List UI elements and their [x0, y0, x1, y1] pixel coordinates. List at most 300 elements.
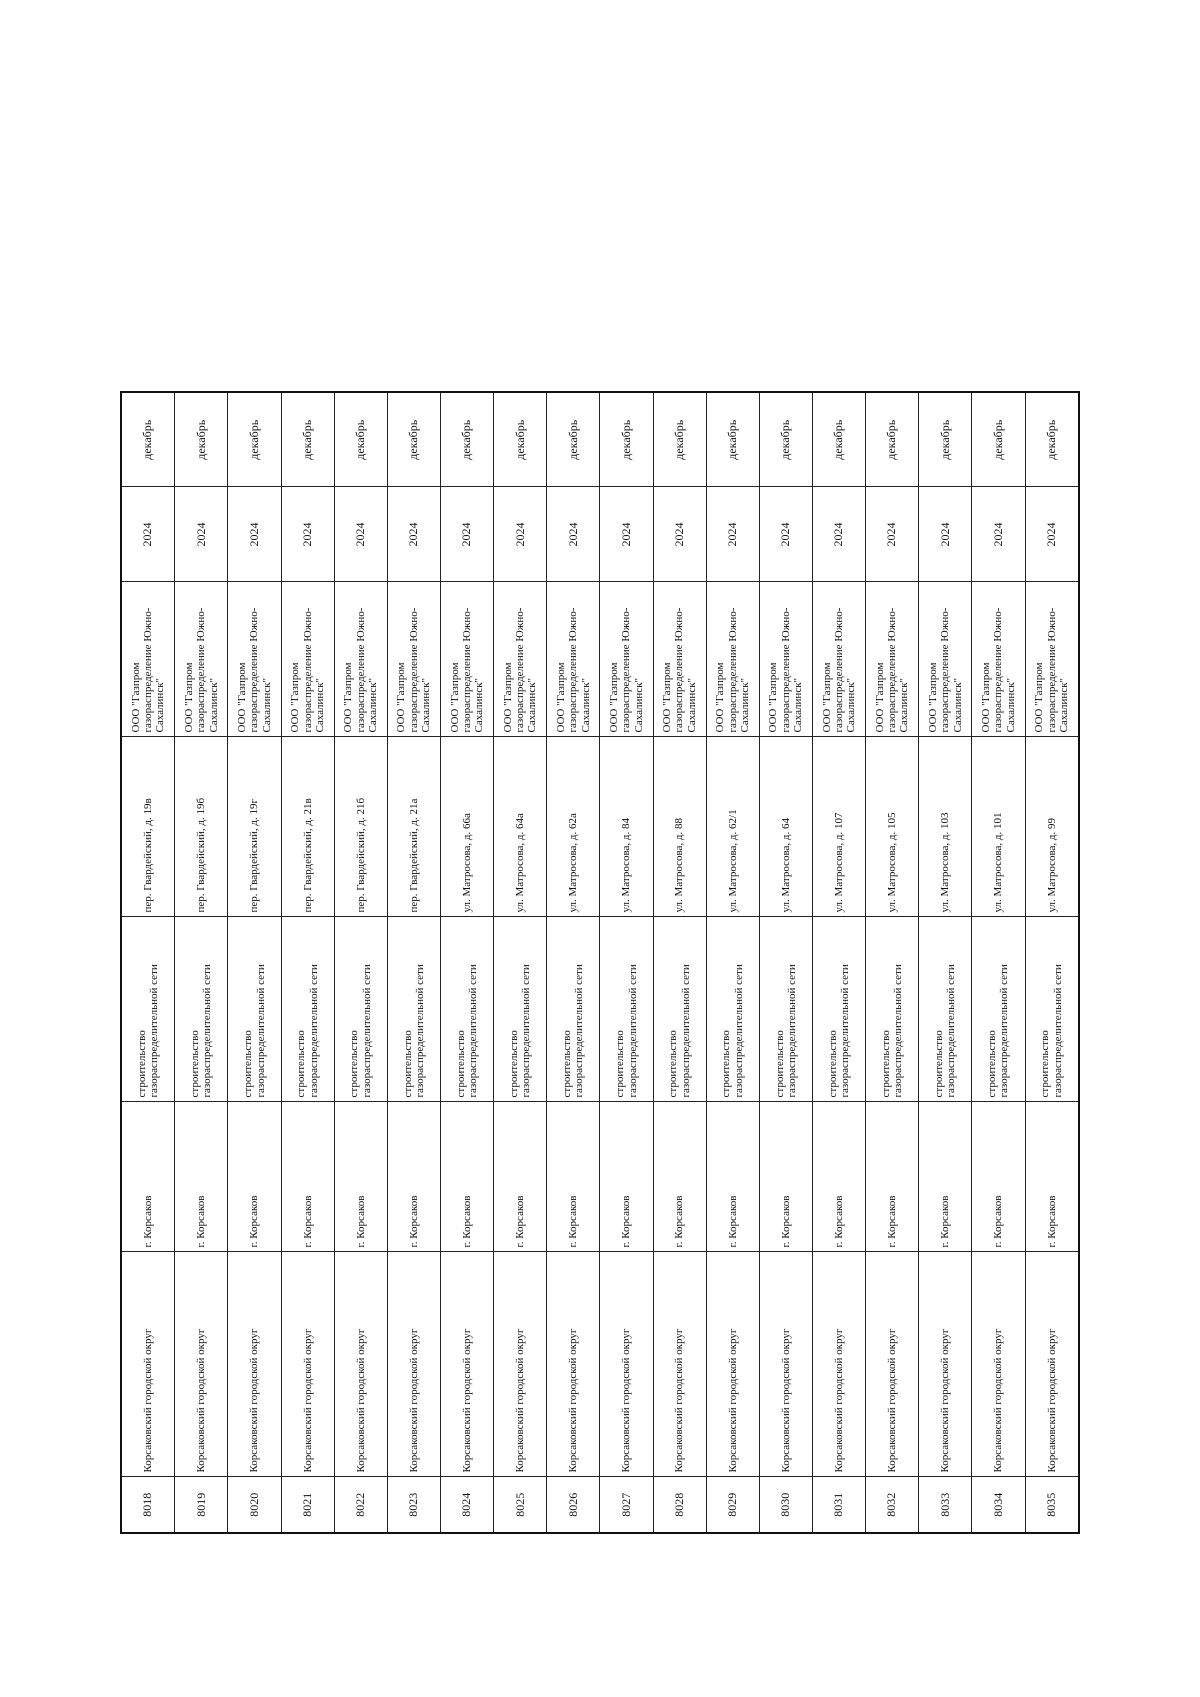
work-type-text: строительство	[879, 1030, 892, 1098]
city-text: г. Корсаков	[1045, 1195, 1058, 1248]
row-number-cell	[494, 1477, 547, 1533]
row-number-cell	[387, 1477, 440, 1533]
month-text: декабрь	[725, 419, 740, 460]
address-cell	[866, 737, 919, 917]
work-type-cell	[334, 917, 387, 1102]
district-text: Корсаковский городской округ	[567, 1328, 580, 1473]
city-cell	[494, 1102, 547, 1252]
row-number-text: 8019	[193, 1492, 208, 1517]
row-number-text: 8031	[831, 1492, 846, 1517]
address-text: ул. Матросова, д. 84	[620, 817, 633, 913]
work-type-text: газораспределительной сети	[732, 964, 745, 1098]
district-cell	[706, 1252, 759, 1477]
row-number-cell	[919, 1477, 972, 1533]
city-text: г. Корсаков	[407, 1195, 420, 1248]
table-row	[759, 392, 812, 1533]
month-text: декабрь	[565, 419, 580, 460]
work-type-cell	[919, 917, 972, 1102]
address-cell	[441, 737, 494, 917]
month-text: декабрь	[778, 419, 793, 460]
month-cell	[813, 392, 866, 487]
table-row	[972, 392, 1025, 1533]
organization-text: газораспределение Южно-	[939, 607, 952, 733]
work-type-text: газораспределительной сети	[785, 964, 798, 1098]
address-cell	[494, 737, 547, 917]
city-cell	[759, 1102, 812, 1252]
organization-text: ООО "Газпром	[448, 662, 461, 733]
table-row	[334, 392, 387, 1533]
year-text: 2024	[1044, 522, 1059, 547]
row-number-text: 8035	[1044, 1492, 1059, 1517]
row-number-text: 8021	[299, 1492, 314, 1517]
rotated-table-wrapper	[120, 393, 1080, 1534]
city-cell	[121, 1102, 175, 1252]
year-text: 2024	[406, 522, 421, 547]
organization-text: ООО "Газпром	[501, 662, 514, 733]
work-type-text: строительство	[454, 1030, 467, 1098]
year-cell	[600, 487, 653, 582]
row-number-cell	[653, 1477, 706, 1533]
organization-text: газораспределение Южно-	[354, 607, 367, 733]
row-number-text: 8026	[565, 1492, 580, 1517]
organization-text: газораспределение Южно-	[673, 607, 686, 733]
organization-text: Сахалинск"	[685, 677, 698, 733]
year-cell	[494, 487, 547, 582]
city-text: г. Корсаков	[301, 1195, 314, 1248]
organization-text: ООО "Газпром	[661, 662, 674, 733]
organization-text: ООО "Газпром	[289, 662, 302, 733]
organization-text: газораспределение Южно-	[832, 607, 845, 733]
work-type-text: газораспределительной сети	[626, 964, 639, 1098]
address-cell	[759, 737, 812, 917]
address-cell	[1025, 737, 1079, 917]
year-text: 2024	[725, 522, 740, 547]
row-number-text: 8030	[778, 1492, 793, 1517]
year-text: 2024	[353, 522, 368, 547]
organization-text: газораспределение Южно-	[195, 607, 208, 733]
organization-text: ООО "Газпром	[820, 662, 833, 733]
work-type-cell	[281, 917, 334, 1102]
month-text: декабрь	[140, 419, 155, 460]
address-text: ул. Матросова, д. 105	[886, 812, 899, 913]
address-text: ул. Матросова, д. 64а	[514, 813, 527, 913]
organization-text: газораспределение Южно-	[248, 607, 261, 733]
district-cell	[813, 1252, 866, 1477]
year-cell	[334, 487, 387, 582]
district-cell	[600, 1252, 653, 1477]
address-text: пер. Гвардейский, д. 19г	[248, 799, 261, 913]
month-cell	[972, 392, 1025, 487]
row-number-text: 8033	[937, 1492, 952, 1517]
year-cell	[653, 487, 706, 582]
city-text: г. Корсаков	[673, 1195, 686, 1248]
work-type-text: строительство	[667, 1030, 680, 1098]
address-cell	[334, 737, 387, 917]
address-text: ул. Матросова, д. 99	[1045, 817, 1058, 913]
year-text: 2024	[140, 522, 155, 547]
month-text: декабрь	[937, 419, 952, 460]
month-cell	[334, 392, 387, 487]
work-type-cell	[813, 917, 866, 1102]
organization-cell	[759, 582, 812, 737]
city-text: г. Корсаков	[832, 1195, 845, 1248]
address-text: ул. Матросова, д. 88	[673, 817, 686, 913]
organization-text: ООО "Газпром	[342, 662, 355, 733]
address-text: ул. Матросова, д. 66а	[460, 813, 473, 913]
city-text: г. Корсаков	[620, 1195, 633, 1248]
organization-text: Сахалинск"	[473, 677, 486, 733]
work-type-text: строительство	[720, 1030, 733, 1098]
district-text: Корсаковский городской округ	[248, 1328, 261, 1473]
city-text: г. Корсаков	[992, 1195, 1005, 1248]
organization-cell	[387, 582, 440, 737]
work-type-cell	[494, 917, 547, 1102]
address-text: пер. Гвардейский, д. 19в	[142, 798, 154, 913]
city-text: г. Корсаков	[567, 1195, 580, 1248]
work-type-text: строительство	[242, 1030, 255, 1098]
work-type-text: газораспределительной сети	[998, 964, 1011, 1098]
year-cell	[387, 487, 440, 582]
month-text: декабрь	[831, 419, 846, 460]
year-cell	[1025, 487, 1079, 582]
table-row	[494, 392, 547, 1533]
organization-cell	[121, 582, 175, 737]
district-cell	[866, 1252, 919, 1477]
organization-text: ООО "Газпром	[714, 662, 727, 733]
month-text: декабрь	[884, 419, 899, 460]
organization-cell	[175, 582, 228, 737]
work-type-text: строительство	[826, 1030, 839, 1098]
address-cell	[387, 737, 440, 917]
month-text: декабрь	[1044, 419, 1059, 460]
work-type-text: строительство	[614, 1030, 627, 1098]
city-text: г. Корсаков	[142, 1195, 154, 1248]
year-text: 2024	[884, 522, 899, 547]
address-text: пер. Гвардейский, д. 21в	[301, 798, 314, 913]
month-text: декабрь	[406, 419, 421, 460]
work-type-text: газораспределительной сети	[1051, 964, 1064, 1098]
month-text: декабрь	[990, 419, 1005, 460]
work-type-cell	[1025, 917, 1079, 1102]
row-number-cell	[334, 1477, 387, 1533]
city-cell	[1025, 1102, 1079, 1252]
organization-text: ООО "Газпром	[554, 662, 567, 733]
organization-text: Сахалинск"	[579, 677, 592, 733]
organization-text: газораспределение Южно-	[407, 607, 420, 733]
table-row	[281, 392, 334, 1533]
table-row	[919, 392, 972, 1533]
year-text: 2024	[193, 522, 208, 547]
district-text: Корсаковский городской округ	[407, 1328, 420, 1473]
organization-text: газораспределение Южно-	[779, 607, 792, 733]
year-cell	[706, 487, 759, 582]
work-type-text: газораспределительной сети	[892, 964, 905, 1098]
city-cell	[919, 1102, 972, 1252]
table-row	[228, 392, 281, 1533]
city-text: г. Корсаков	[354, 1195, 367, 1248]
organization-cell	[866, 582, 919, 737]
work-type-cell	[228, 917, 281, 1102]
organization-cell	[600, 582, 653, 737]
year-cell	[759, 487, 812, 582]
district-text: Корсаковский городской округ	[301, 1328, 314, 1473]
year-cell	[175, 487, 228, 582]
work-type-text: строительство	[401, 1030, 414, 1098]
year-cell	[972, 487, 1025, 582]
district-text: Корсаковский городской округ	[726, 1328, 739, 1473]
work-type-text: газораспределительной сети	[201, 964, 214, 1098]
work-type-cell	[387, 917, 440, 1102]
year-text: 2024	[618, 522, 633, 547]
row-number-cell	[972, 1477, 1025, 1533]
work-type-text: газораспределительной сети	[945, 964, 958, 1098]
organization-text: Сахалинск"	[420, 677, 433, 733]
organization-text: газораспределение Южно-	[886, 607, 899, 733]
district-cell	[121, 1252, 175, 1477]
month-text: декабрь	[193, 419, 208, 460]
year-cell	[441, 487, 494, 582]
month-text: декабрь	[512, 419, 527, 460]
district-text: Корсаковский городской округ	[673, 1328, 686, 1473]
work-type-text: газораспределительной сети	[679, 964, 692, 1098]
address-cell	[972, 737, 1025, 917]
district-cell	[228, 1252, 281, 1477]
organization-text: ООО "Газпром	[129, 662, 142, 733]
work-type-text: газораспределительной сети	[573, 964, 586, 1098]
row-number-cell	[441, 1477, 494, 1533]
month-cell	[121, 392, 175, 487]
address-cell	[919, 737, 972, 917]
city-text: г. Корсаков	[779, 1195, 792, 1248]
organization-text: газораспределение Южно-	[1045, 607, 1058, 733]
month-cell	[866, 392, 919, 487]
organization-text: ООО "Газпром	[395, 662, 408, 733]
work-type-text: газораспределительной сети	[148, 964, 161, 1098]
year-cell	[228, 487, 281, 582]
year-cell	[866, 487, 919, 582]
organization-text: Сахалинск"	[845, 677, 858, 733]
row-number-cell	[706, 1477, 759, 1533]
city-cell	[387, 1102, 440, 1252]
row-number-cell	[759, 1477, 812, 1533]
district-text: Корсаковский городской округ	[939, 1328, 952, 1473]
organization-text: Сахалинск"	[632, 677, 645, 733]
month-cell	[387, 392, 440, 487]
organization-cell	[494, 582, 547, 737]
organization-cell	[281, 582, 334, 737]
work-type-cell	[121, 917, 175, 1102]
organization-text: газораспределение Южно-	[142, 607, 154, 733]
organization-text: газораспределение Южно-	[567, 607, 580, 733]
month-cell	[547, 392, 600, 487]
year-text: 2024	[990, 522, 1005, 547]
month-text: декабрь	[618, 419, 633, 460]
address-text: пер. Гвардейский, д. 21а	[407, 798, 420, 913]
work-type-text: строительство	[986, 1030, 999, 1098]
organization-text: ООО "Газпром	[767, 662, 780, 733]
city-text: г. Корсаков	[514, 1195, 527, 1248]
year-text: 2024	[671, 522, 686, 547]
row-number-cell	[866, 1477, 919, 1533]
organization-text: газораспределение Южно-	[514, 607, 527, 733]
address-cell	[175, 737, 228, 917]
row-number-text: 8023	[406, 1492, 421, 1517]
organization-text: ООО "Газпром	[980, 662, 993, 733]
year-text: 2024	[565, 522, 580, 547]
year-cell	[121, 487, 175, 582]
city-text: г. Корсаков	[886, 1195, 899, 1248]
work-type-cell	[866, 917, 919, 1102]
organization-text: ООО "Газпром	[608, 662, 621, 733]
organization-cell	[919, 582, 972, 737]
work-type-text: газораспределительной сети	[520, 964, 533, 1098]
district-text: Корсаковский городской округ	[514, 1328, 527, 1473]
organization-text: газораспределение Южно-	[301, 607, 314, 733]
organization-text: Сахалинск"	[313, 677, 326, 733]
row-number-text: 8034	[990, 1492, 1005, 1517]
work-type-cell	[441, 917, 494, 1102]
organization-text: ООО "Газпром	[873, 662, 886, 733]
address-cell	[121, 737, 175, 917]
year-cell	[919, 487, 972, 582]
address-cell	[547, 737, 600, 917]
work-type-text: газораспределительной сети	[307, 964, 320, 1098]
organization-cell	[813, 582, 866, 737]
organization-text: Сахалинск"	[154, 677, 167, 733]
year-text: 2024	[831, 522, 846, 547]
row-number-cell	[281, 1477, 334, 1533]
district-text: Корсаковский городской округ	[779, 1328, 792, 1473]
organization-text: Сахалинск"	[1057, 677, 1070, 733]
row-number-text: 8028	[671, 1492, 686, 1517]
district-cell	[759, 1252, 812, 1477]
row-number-cell	[1025, 1477, 1079, 1533]
work-type-cell	[759, 917, 812, 1102]
work-type-cell	[547, 917, 600, 1102]
row-number-cell	[175, 1477, 228, 1533]
organization-text: ООО "Газпром	[926, 662, 939, 733]
work-type-text: строительство	[348, 1030, 361, 1098]
address-text: ул. Матросова, д. 101	[992, 812, 1005, 913]
district-text: Корсаковский городской округ	[1045, 1328, 1058, 1473]
district-text: Корсаковский городской округ	[992, 1328, 1005, 1473]
row-number-text: 8029	[725, 1492, 740, 1517]
organization-text: газораспределение Южно-	[992, 607, 1005, 733]
row-number-text: 8032	[884, 1492, 899, 1517]
table-row	[866, 392, 919, 1533]
table-row	[175, 392, 228, 1533]
row-number-text: 8018	[140, 1492, 155, 1517]
city-cell	[281, 1102, 334, 1252]
work-type-text: газораспределительной сети	[467, 964, 480, 1098]
month-text: декабрь	[459, 419, 474, 460]
month-cell	[706, 392, 759, 487]
month-cell	[600, 392, 653, 487]
organization-cell	[653, 582, 706, 737]
work-type-cell	[175, 917, 228, 1102]
city-cell	[653, 1102, 706, 1252]
city-cell	[706, 1102, 759, 1252]
city-text: г. Корсаков	[726, 1195, 739, 1248]
table-row	[706, 392, 759, 1533]
row-number-cell	[813, 1477, 866, 1533]
work-type-text: строительство	[507, 1030, 520, 1098]
organization-cell	[441, 582, 494, 737]
address-text: ул. Матросова, д. 103	[939, 812, 952, 913]
district-text: Корсаковский городской округ	[832, 1328, 845, 1473]
year-text: 2024	[778, 522, 793, 547]
district-cell	[919, 1252, 972, 1477]
city-cell	[334, 1102, 387, 1252]
organization-text: ООО "Газпром	[1033, 662, 1046, 733]
address-cell	[281, 737, 334, 917]
district-cell	[972, 1252, 1025, 1477]
work-type-text: строительство	[295, 1030, 308, 1098]
city-text: г. Корсаков	[195, 1195, 208, 1248]
month-text: декабрь	[353, 419, 368, 460]
month-cell	[228, 392, 281, 487]
table-row	[600, 392, 653, 1533]
work-type-text: строительство	[933, 1030, 946, 1098]
city-text: г. Корсаков	[248, 1195, 261, 1248]
organization-text: газораспределение Южно-	[726, 607, 739, 733]
district-cell	[175, 1252, 228, 1477]
month-cell	[281, 392, 334, 487]
organization-cell	[706, 582, 759, 737]
city-cell	[813, 1102, 866, 1252]
district-cell	[281, 1252, 334, 1477]
district-cell	[441, 1252, 494, 1477]
address-cell	[228, 737, 281, 917]
year-text: 2024	[937, 522, 952, 547]
organization-text: Сахалинск"	[898, 677, 911, 733]
organization-text: Сахалинск"	[951, 677, 964, 733]
table-row	[653, 392, 706, 1533]
city-cell	[600, 1102, 653, 1252]
city-cell	[441, 1102, 494, 1252]
row-number-cell	[547, 1477, 600, 1533]
year-text: 2024	[512, 522, 527, 547]
district-text: Корсаковский городской округ	[195, 1328, 208, 1473]
month-text: декабрь	[299, 419, 314, 460]
month-cell	[919, 392, 972, 487]
address-cell	[813, 737, 866, 917]
address-text: пер. Гвардейский, д. 19б	[195, 797, 208, 913]
city-text: г. Корсаков	[460, 1195, 473, 1248]
year-cell	[547, 487, 600, 582]
address-cell	[706, 737, 759, 917]
address-text: ул. Матросова, д. 64	[779, 817, 792, 913]
work-type-cell	[653, 917, 706, 1102]
work-type-text: газораспределительной сети	[254, 964, 267, 1098]
district-cell	[387, 1252, 440, 1477]
organization-text: ООО "Газпром	[236, 662, 249, 733]
district-cell	[494, 1252, 547, 1477]
year-text: 2024	[246, 522, 261, 547]
work-type-text: строительство	[561, 1030, 574, 1098]
organization-text: Сахалинск"	[738, 677, 751, 733]
organization-text: газораспределение Южно-	[460, 607, 473, 733]
table-row	[387, 392, 440, 1533]
row-number-cell	[121, 1477, 175, 1533]
organization-cell	[334, 582, 387, 737]
city-text: г. Корсаков	[939, 1195, 952, 1248]
district-cell	[1025, 1252, 1079, 1477]
address-text: ул. Матросова, д. 62/1	[726, 809, 739, 913]
city-cell	[866, 1102, 919, 1252]
organization-text: Сахалинск"	[526, 677, 539, 733]
work-type-cell	[600, 917, 653, 1102]
